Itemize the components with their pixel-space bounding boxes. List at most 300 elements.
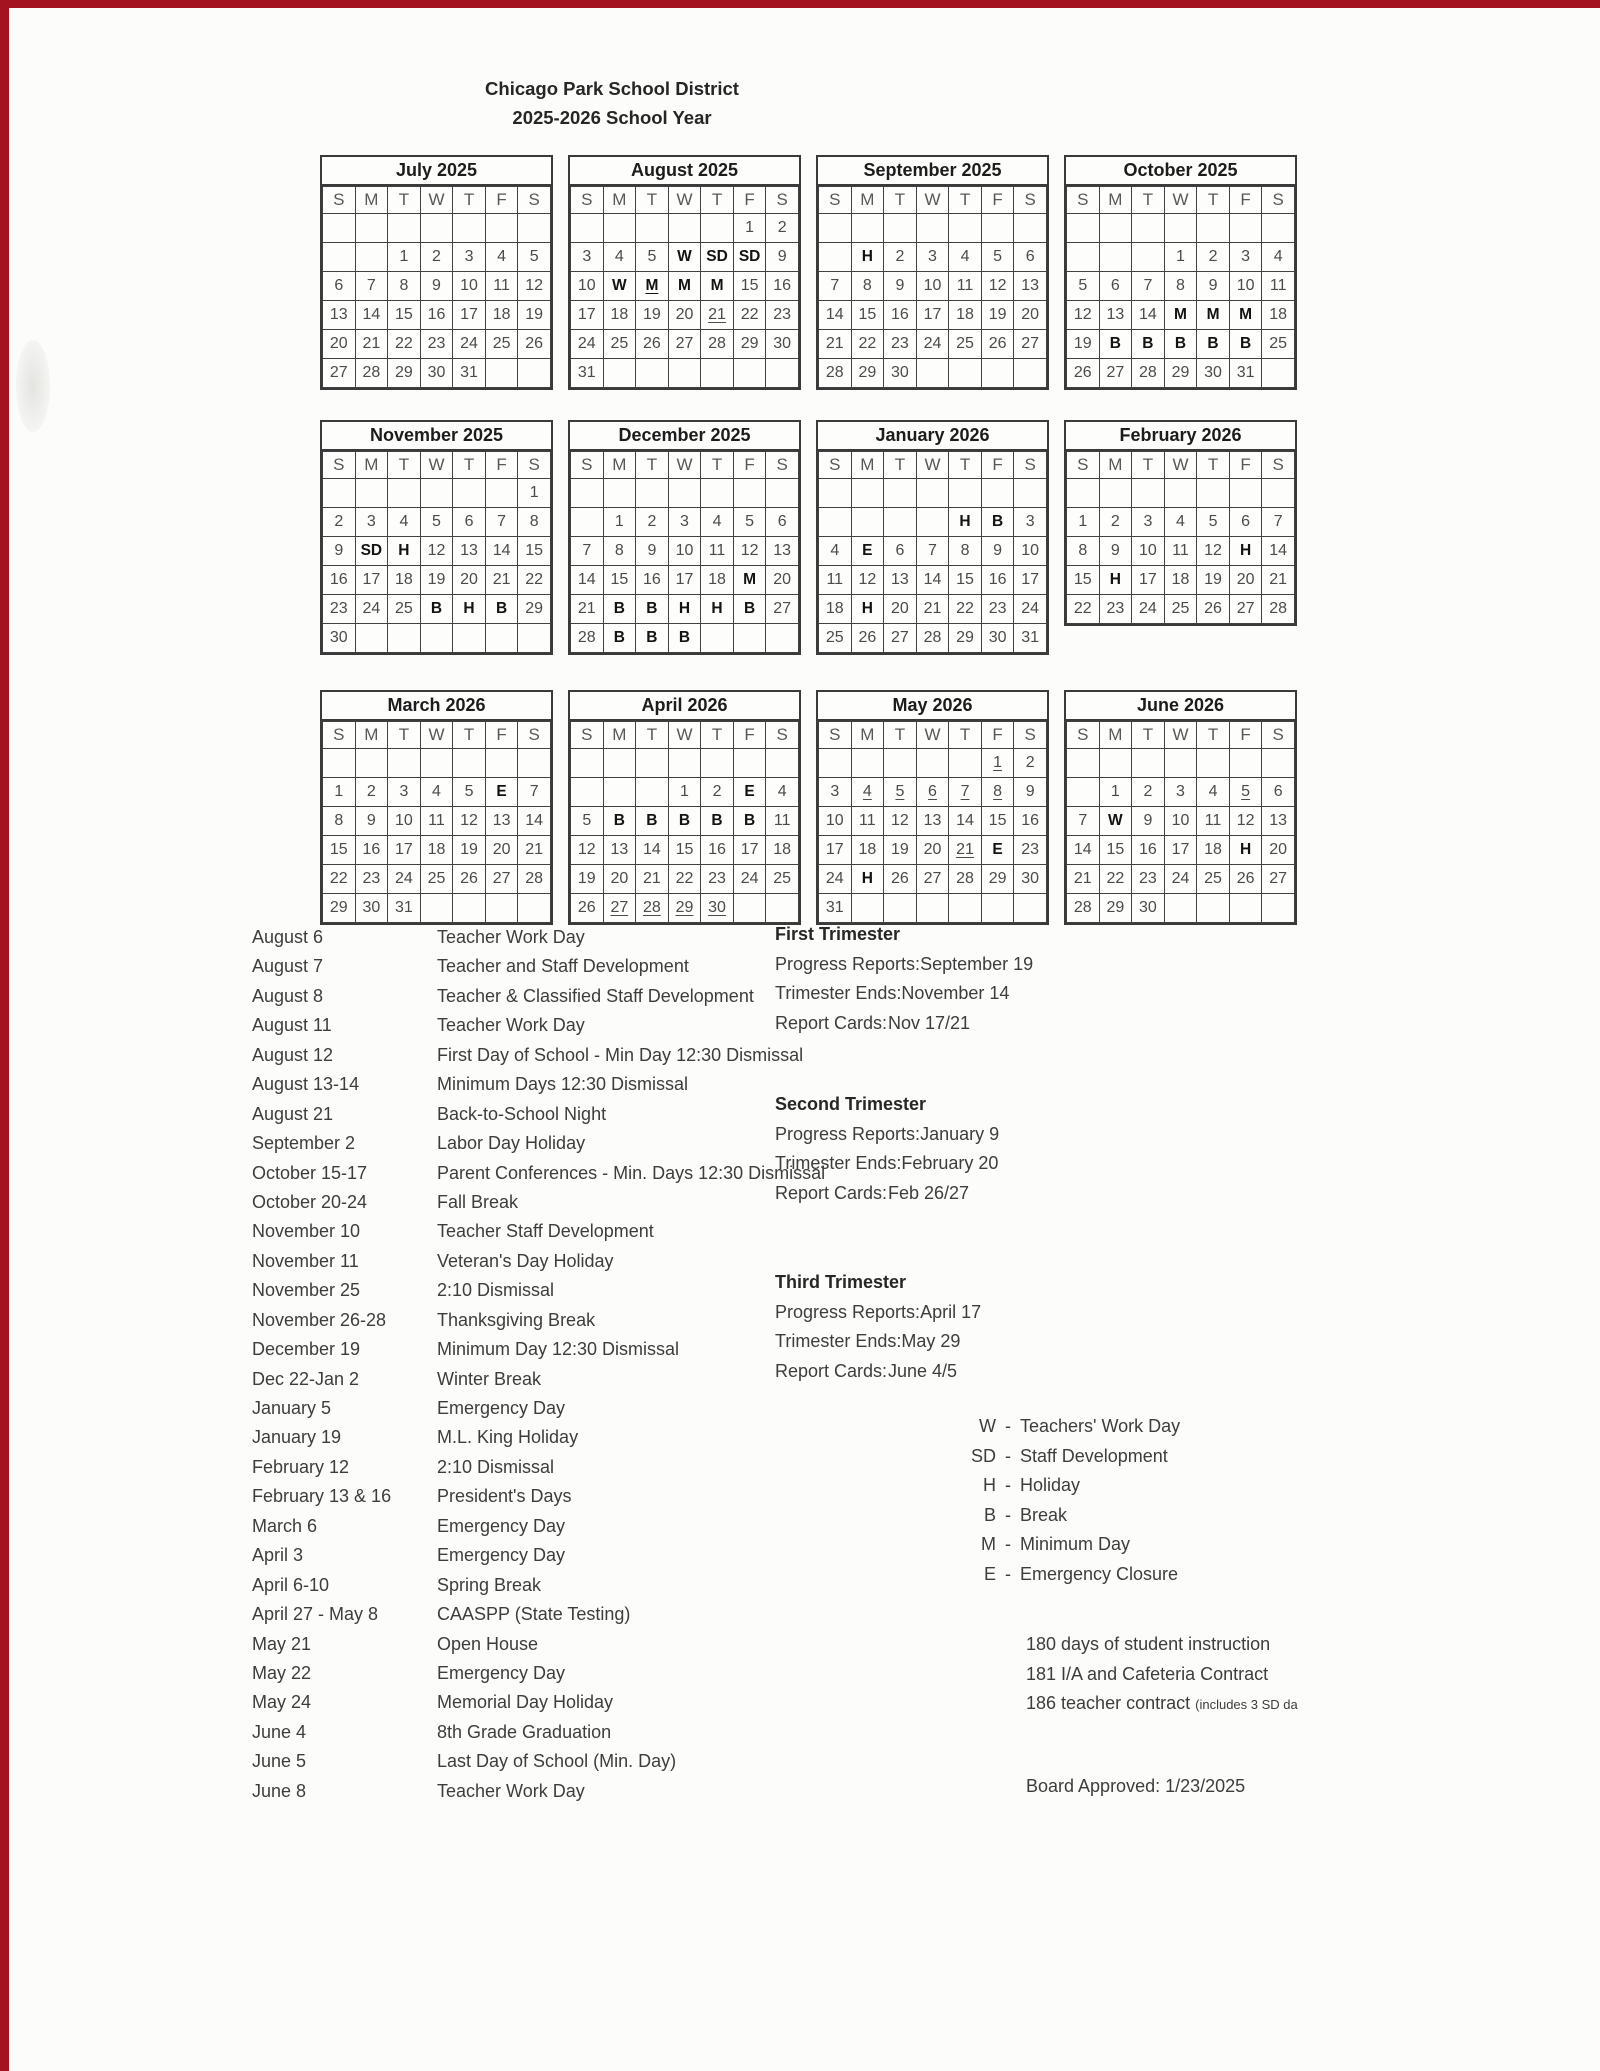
day-cell	[851, 479, 884, 508]
day-cell: 9	[355, 807, 388, 836]
day-cell: 12	[733, 537, 766, 566]
weekday-header: W	[916, 452, 949, 479]
day-cell: 2	[1197, 243, 1230, 272]
event-description: First Day of School - Min Day 12:30 Dismissal	[437, 1044, 804, 1065]
day-cell	[916, 214, 949, 243]
day-cell: 5	[518, 243, 551, 272]
weekday-header: W	[1164, 187, 1197, 214]
weekday-header: S	[571, 452, 604, 479]
day-cell	[819, 243, 852, 272]
weekday-header: M	[355, 187, 388, 214]
trimester-title: Second Trimester	[775, 1094, 927, 1114]
day-cell	[1014, 359, 1047, 388]
weekday-header: T	[1132, 452, 1165, 479]
day-cell: 22	[323, 865, 356, 894]
legend	[958, 1412, 1180, 1590]
event-row	[252, 1453, 825, 1482]
legend-row	[958, 1442, 1180, 1472]
day-cell: 18	[851, 836, 884, 865]
day-cell: 21	[571, 595, 604, 624]
day-cell	[1099, 479, 1132, 508]
day-cell: 20	[603, 865, 636, 894]
legend-separator: -	[1005, 1445, 1011, 1466]
day-cell	[916, 479, 949, 508]
day-cell	[388, 214, 421, 243]
day-cell: 20	[1014, 301, 1047, 330]
day-cell: 30	[981, 624, 1014, 653]
event-row	[252, 1394, 825, 1423]
underlined-day: 21	[708, 306, 726, 323]
day-cell: 17	[1132, 566, 1165, 595]
underlined-day: 5	[895, 783, 905, 800]
day-cell: 26	[851, 624, 884, 653]
day-cell: 25	[1262, 330, 1295, 359]
event-row	[252, 1247, 825, 1276]
day-cell: 9	[1099, 537, 1132, 566]
school-year: 2025-2026 School Year	[512, 107, 712, 128]
day-cell: 30	[420, 359, 453, 388]
trimester-value: June 4/5	[888, 1360, 958, 1381]
weekday-header: S	[766, 187, 799, 214]
weekday-header: M	[851, 187, 884, 214]
day-cell	[668, 479, 701, 508]
weekday-header: T	[636, 722, 669, 749]
day-cell	[1067, 479, 1100, 508]
day-cell: 20	[884, 595, 917, 624]
day-cell	[355, 624, 388, 653]
weekday-header: W	[420, 452, 453, 479]
day-cell	[453, 479, 486, 508]
day-cell: B	[636, 624, 669, 653]
day-cell: 11	[1164, 537, 1197, 566]
day-cell	[355, 214, 388, 243]
event-description: Teacher and Staff Development	[437, 956, 689, 977]
month-grid	[570, 721, 799, 923]
day-cell: 4	[1197, 778, 1230, 807]
event-date: April 6-10	[252, 1574, 330, 1595]
month-title: July 2025	[322, 157, 551, 186]
day-cell: H	[453, 595, 486, 624]
trimester-row	[775, 1357, 1135, 1387]
event-date: March 6	[252, 1515, 318, 1536]
day-cell	[1067, 778, 1100, 807]
event-row	[252, 1688, 825, 1717]
trimester-value: April 17	[920, 1301, 982, 1322]
day-cell	[766, 749, 799, 778]
month-grid	[1066, 186, 1295, 388]
day-cell	[388, 624, 421, 653]
day-cell: 23	[981, 595, 1014, 624]
day-cell	[1229, 749, 1262, 778]
day-cell: 27	[1262, 865, 1295, 894]
month-april-2026	[568, 690, 801, 925]
day-cell: 28	[571, 624, 604, 653]
day-cell: M	[668, 272, 701, 301]
day-cell: 3	[1014, 508, 1047, 537]
month-grid	[818, 451, 1047, 653]
weekday-header: T	[949, 187, 982, 214]
note-fine-print: (includes 3 SD da	[1195, 1697, 1298, 1712]
day-cell	[453, 214, 486, 243]
day-cell	[1197, 479, 1230, 508]
day-cell	[884, 479, 917, 508]
day-cell: 28	[1067, 894, 1100, 923]
day-cell	[636, 894, 669, 923]
legend-row	[958, 1560, 1180, 1590]
legend-separator: -	[1005, 1534, 1011, 1555]
underlined-day: 28	[643, 899, 661, 916]
day-cell: B	[1164, 330, 1197, 359]
month-title: April 2026	[570, 692, 799, 721]
day-cell: 12	[1067, 301, 1100, 330]
day-cell: 18	[1197, 836, 1230, 865]
day-cell	[916, 749, 949, 778]
day-cell: 9	[420, 272, 453, 301]
day-cell: 19	[884, 836, 917, 865]
event-date: April 3	[252, 1545, 304, 1566]
day-cell: 17	[453, 301, 486, 330]
day-cell: 1	[1099, 778, 1132, 807]
day-cell	[388, 479, 421, 508]
day-cell	[981, 749, 1014, 778]
month-title: March 2026	[322, 692, 551, 721]
day-cell: 6	[323, 272, 356, 301]
event-row	[252, 1217, 825, 1246]
day-cell	[1067, 243, 1100, 272]
legend-description: Break	[1020, 1504, 1068, 1525]
weekday-header: T	[1132, 187, 1165, 214]
day-cell	[949, 214, 982, 243]
day-cell: 16	[884, 301, 917, 330]
trimester-row	[775, 1149, 1135, 1179]
day-cell: B	[1132, 330, 1165, 359]
underlined-day: 27	[610, 899, 629, 916]
event-date: November 25	[252, 1280, 361, 1301]
day-cell: 12	[1197, 537, 1230, 566]
day-cell: 5	[733, 508, 766, 537]
event-row	[252, 982, 825, 1011]
trimester-label: Progress Reports:	[775, 1123, 921, 1144]
day-cell: B	[668, 624, 701, 653]
day-cell: 5	[453, 778, 486, 807]
day-cell: 29	[981, 865, 1014, 894]
trimester-value: Feb 26/27	[888, 1182, 970, 1203]
legend-separator: -	[1005, 1563, 1011, 1584]
trimester-row	[775, 1009, 1135, 1039]
day-cell: 9	[1014, 778, 1047, 807]
day-cell	[603, 894, 636, 923]
day-cell: 5	[1197, 508, 1230, 537]
day-cell: 6	[1229, 508, 1262, 537]
month-grid	[1066, 451, 1295, 624]
day-cell	[851, 214, 884, 243]
trimester-row	[775, 1179, 1135, 1209]
day-cell: 11	[1262, 272, 1295, 301]
day-cell: 7	[916, 537, 949, 566]
day-cell	[916, 894, 949, 923]
event-row	[252, 1777, 825, 1806]
day-cell: 23	[355, 865, 388, 894]
day-cell	[1014, 479, 1047, 508]
day-cell	[1164, 894, 1197, 923]
day-cell	[949, 778, 982, 807]
day-cell: 30	[323, 624, 356, 653]
day-cell: 22	[733, 301, 766, 330]
day-cell: 2	[323, 508, 356, 537]
day-cell: 28	[916, 624, 949, 653]
month-grid	[322, 721, 551, 923]
weekday-header: F	[1229, 452, 1262, 479]
event-row	[252, 1659, 825, 1688]
day-cell: 14	[1132, 301, 1165, 330]
day-cell: 21	[819, 330, 852, 359]
weekday-header: S	[1262, 187, 1295, 214]
legend-code: M	[981, 1534, 996, 1555]
day-cell: 3	[1229, 243, 1262, 272]
day-cell: 8	[518, 508, 551, 537]
month-september-2025	[816, 155, 1049, 390]
day-cell: 21	[518, 836, 551, 865]
event-date: May 22	[252, 1662, 312, 1683]
day-cell: E	[485, 778, 518, 807]
day-cell: 13	[916, 807, 949, 836]
day-cell	[668, 894, 701, 923]
underlined-day: 30	[708, 899, 726, 916]
event-date: November 10	[252, 1221, 361, 1242]
day-cell	[981, 479, 1014, 508]
day-cell: 22	[518, 566, 551, 595]
day-cell	[636, 272, 669, 301]
day-cell: 27	[485, 865, 518, 894]
event-description: Teacher Work Day	[437, 1015, 585, 1036]
day-cell: 26	[453, 865, 486, 894]
weekday-header: W	[668, 187, 701, 214]
day-cell: 25	[420, 865, 453, 894]
day-cell: B	[485, 595, 518, 624]
day-cell: H	[701, 595, 734, 624]
day-cell: B	[668, 807, 701, 836]
trimester-label: Report Cards:	[775, 1182, 888, 1203]
weekday-header: W	[420, 722, 453, 749]
day-cell: 15	[733, 272, 766, 301]
day-cell	[420, 624, 453, 653]
day-cell: 16	[1132, 836, 1165, 865]
key-dates-list	[252, 923, 825, 1806]
day-cell: 2	[355, 778, 388, 807]
day-cell: B	[420, 595, 453, 624]
weekday-header: W	[668, 722, 701, 749]
underlined-day: 21	[956, 841, 974, 858]
day-cell	[1099, 749, 1132, 778]
day-cell: 29	[733, 330, 766, 359]
day-cell	[701, 214, 734, 243]
day-cell: 10	[1014, 537, 1047, 566]
day-cell: 22	[1099, 865, 1132, 894]
day-cell: 13	[884, 566, 917, 595]
day-cell: 10	[571, 272, 604, 301]
day-cell	[884, 749, 917, 778]
day-cell: 16	[766, 272, 799, 301]
event-row	[252, 952, 825, 981]
day-cell: 31	[571, 359, 604, 388]
day-cell: B	[1197, 330, 1230, 359]
day-cell: 24	[388, 865, 421, 894]
day-cell	[571, 778, 604, 807]
day-cell: H	[949, 508, 982, 537]
day-cell	[733, 359, 766, 388]
day-cell	[851, 778, 884, 807]
day-cell	[485, 214, 518, 243]
legend-separator: -	[1005, 1504, 1011, 1525]
day-cell: 4	[1262, 243, 1295, 272]
day-cell: 19	[453, 836, 486, 865]
weekday-header: T	[884, 722, 917, 749]
event-row	[252, 1600, 825, 1629]
day-cell: 8	[388, 272, 421, 301]
day-cell: 9	[1197, 272, 1230, 301]
day-cell: 10	[388, 807, 421, 836]
day-cell: 10	[1132, 537, 1165, 566]
day-cell	[420, 749, 453, 778]
day-cell: 1	[1067, 508, 1100, 537]
event-description: Veteran's Day Holiday	[437, 1250, 614, 1271]
trimester-value: May 29	[901, 1331, 961, 1351]
day-cell	[819, 214, 852, 243]
day-cell	[701, 624, 734, 653]
day-cell	[571, 508, 604, 537]
day-cell	[323, 214, 356, 243]
day-cell: 15	[603, 566, 636, 595]
day-cell: 29	[851, 359, 884, 388]
weekday-header: T	[701, 187, 734, 214]
month-january-2026	[816, 420, 1049, 655]
day-cell: B	[733, 595, 766, 624]
weekday-header: T	[1197, 722, 1230, 749]
day-cell: 11	[701, 537, 734, 566]
weekday-header: S	[571, 722, 604, 749]
day-cell: 3	[819, 778, 852, 807]
day-cell: H	[851, 595, 884, 624]
month-july-2025	[320, 155, 553, 390]
weekday-header: S	[1262, 452, 1295, 479]
month-title: October 2025	[1066, 157, 1295, 186]
day-cell: 18	[701, 566, 734, 595]
event-row	[252, 923, 825, 952]
day-cell: 11	[485, 272, 518, 301]
day-cell: 30	[766, 330, 799, 359]
day-cell: 28	[701, 330, 734, 359]
legend-description: Minimum Day	[1020, 1534, 1131, 1555]
district-name: Chicago Park School District	[485, 78, 739, 99]
day-cell: 15	[981, 807, 1014, 836]
month-november-2025	[320, 420, 553, 655]
day-cell: 5	[636, 243, 669, 272]
day-cell: 2	[1132, 778, 1165, 807]
event-date: September 2	[252, 1133, 356, 1154]
day-cell: 23	[1099, 595, 1132, 624]
day-cell: 5	[981, 243, 1014, 272]
day-cell: M	[1164, 301, 1197, 330]
weekday-header: S	[323, 187, 356, 214]
event-description: President's Days	[437, 1486, 572, 1507]
event-row	[252, 1423, 825, 1452]
day-cell	[1262, 894, 1295, 923]
day-cell: 29	[1164, 359, 1197, 388]
month-grid	[322, 186, 551, 388]
event-date: January 19	[252, 1427, 342, 1448]
day-cell: 30	[355, 894, 388, 923]
event-description: Minimum Day 12:30 Dismissal	[437, 1339, 680, 1360]
event-row	[252, 1541, 825, 1570]
day-cell: 14	[916, 566, 949, 595]
trimester-title: Third Trimester	[775, 1272, 907, 1292]
day-cell: 15	[1099, 836, 1132, 865]
day-cell: 6	[1262, 778, 1295, 807]
day-cell: 12	[518, 272, 551, 301]
day-cell: M	[1229, 301, 1262, 330]
day-cell	[949, 894, 982, 923]
day-cell	[1132, 243, 1165, 272]
day-cell: 16	[420, 301, 453, 330]
day-cell: 24	[571, 330, 604, 359]
legend-description: Holiday	[1020, 1475, 1081, 1496]
day-cell	[485, 359, 518, 388]
scan-edge-left	[0, 0, 9, 2071]
trimester-value: November 14	[901, 983, 1010, 1003]
event-description: Open House	[437, 1633, 539, 1654]
trimester-row	[775, 1298, 1135, 1328]
day-cell	[916, 778, 949, 807]
day-cell: 13	[1099, 301, 1132, 330]
underlined-day: 6	[928, 783, 937, 800]
day-cell: 11	[420, 807, 453, 836]
event-row	[252, 1276, 825, 1305]
day-cell: 15	[668, 836, 701, 865]
day-cell	[1164, 214, 1197, 243]
day-cell	[851, 749, 884, 778]
event-row	[252, 1335, 825, 1364]
day-cell: 19	[571, 865, 604, 894]
day-cell	[819, 508, 852, 537]
day-cell: 7	[1262, 508, 1295, 537]
day-cell: 12	[571, 836, 604, 865]
trimester-label: Trimester Ends:	[775, 983, 902, 1003]
event-description: Emergency Day	[437, 1545, 566, 1566]
weekday-header: T	[884, 452, 917, 479]
day-cell: B	[1229, 330, 1262, 359]
weekday-header: T	[636, 187, 669, 214]
day-cell	[485, 624, 518, 653]
trimester-label: Trimester Ends:	[775, 1331, 902, 1351]
day-cell	[603, 749, 636, 778]
day-cell: 22	[949, 595, 982, 624]
day-cell: 28	[819, 359, 852, 388]
day-cell: 3	[1132, 508, 1165, 537]
event-date: February 12	[252, 1456, 350, 1477]
day-cell: 28	[355, 359, 388, 388]
day-cell: 7	[571, 537, 604, 566]
legend-row	[958, 1530, 1180, 1560]
day-cell: B	[636, 595, 669, 624]
day-cell	[981, 778, 1014, 807]
day-cell: 14	[636, 836, 669, 865]
day-cell: W	[1099, 807, 1132, 836]
day-cell: 31	[819, 894, 852, 923]
day-cell: 17	[571, 301, 604, 330]
legend-code: H	[983, 1475, 996, 1496]
day-cell: 26	[518, 330, 551, 359]
day-cell: 2	[701, 778, 734, 807]
